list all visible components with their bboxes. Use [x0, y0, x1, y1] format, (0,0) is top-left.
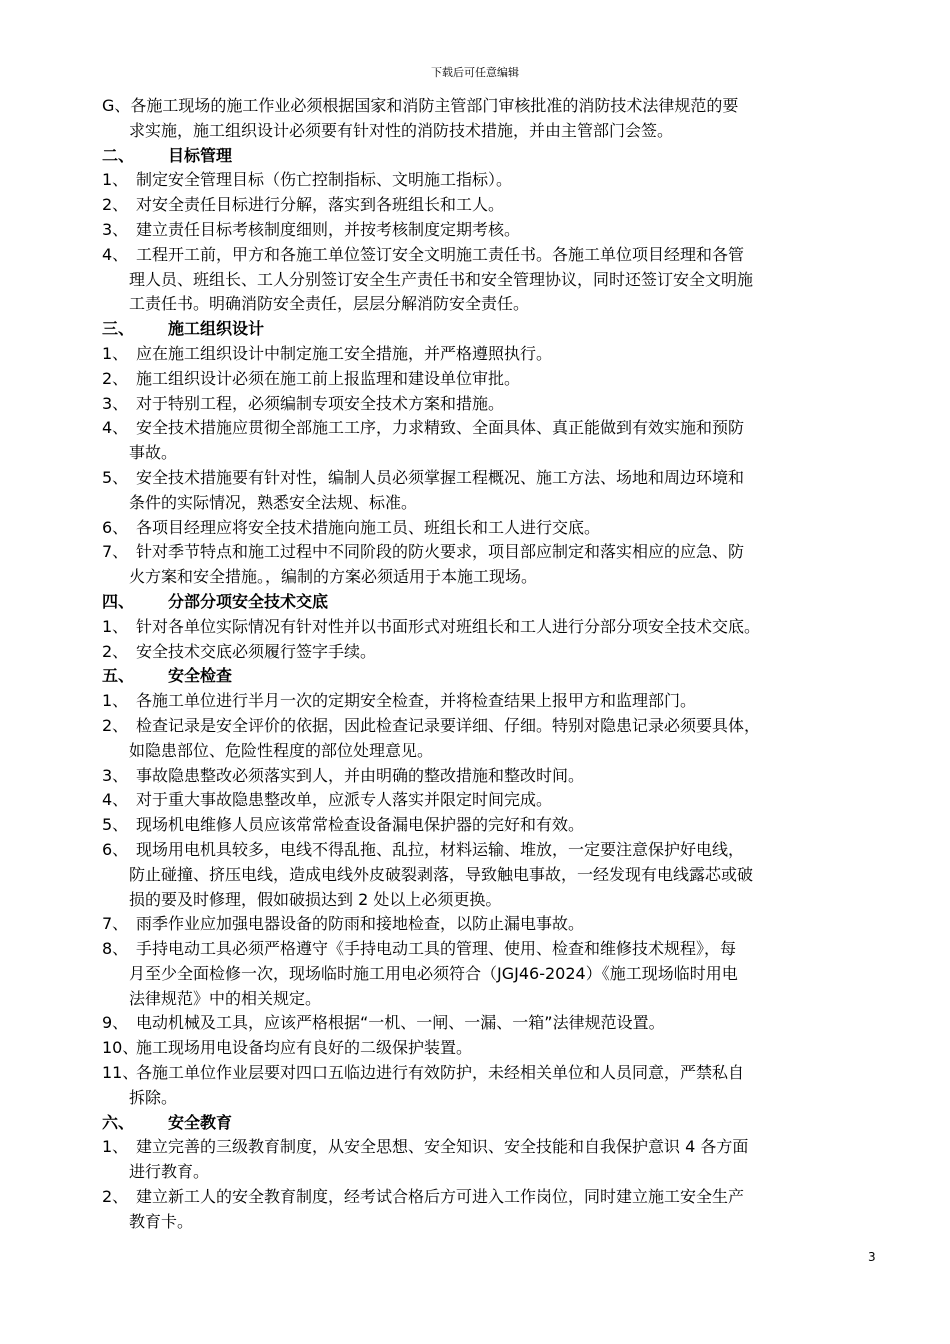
- list-item-text: 拆除。: [129, 1087, 178, 1107]
- list-item-text: 各施工单位作业层要对四口五临边进行有效防护，未经相关单位和人员同意，严禁私自: [136, 1063, 745, 1083]
- section-heading: [102, 144, 886, 169]
- list-item-number: 2、: [102, 641, 129, 661]
- list-item-line: [102, 268, 886, 293]
- section-number: 三、: [102, 319, 135, 339]
- list-item-number: 2、: [102, 195, 129, 215]
- list-item-line: [102, 937, 886, 962]
- list-item-line: [102, 168, 886, 193]
- list-item-number: 2、: [102, 368, 129, 388]
- list-item-line: [102, 714, 886, 739]
- list-item-number: 7、: [102, 914, 129, 934]
- list-item-text: 法律规范》中的相关规定。: [129, 988, 322, 1008]
- section-number: 四、: [102, 591, 135, 611]
- list-item-text: 施工组织设计必须在施工前上报监理和建设单位审批。: [136, 368, 521, 388]
- list-item-number: 8、: [102, 939, 129, 959]
- list-item-text: 施工现场用电设备均应有良好的二级保护装置。: [136, 1038, 473, 1058]
- list-item-text: 针对季节特点和施工过程中不同阶段的防火要求，项目部应制定和落实相应的应急、防: [136, 542, 745, 562]
- list-item-number: 2、: [102, 1187, 129, 1207]
- list-item-text: 安全技术措施应贯彻全部施工工序，力求精致、全面具体、真正能做到有效实施和预防: [136, 418, 745, 438]
- list-item-text: 教育卡。: [129, 1211, 194, 1231]
- list-item-text: 雨季作业应加强电器设备的防雨和接地检查，以防止漏电事故。: [136, 914, 585, 934]
- section-number: 五、: [102, 666, 135, 686]
- list-item-text: 电动机械及工具，应该严格根据“一机、一闸、一漏、一箱”法律规范设置。: [136, 1013, 665, 1033]
- list-item-text: 损的要及时修理，假如破损达到 2 处以上必须更换。: [129, 889, 502, 909]
- list-item-line: [102, 1210, 886, 1235]
- list-item-number: 1、: [102, 170, 129, 190]
- list-item-line: [102, 1086, 886, 1111]
- list-item-line: [102, 392, 886, 417]
- list-item-number: 6、: [102, 839, 129, 859]
- list-item-line: [102, 1011, 886, 1036]
- list-item-line: [102, 540, 886, 565]
- list-item-number: 2、: [102, 715, 129, 735]
- list-item-line: [102, 292, 886, 317]
- list-item-number: 7、: [102, 542, 129, 562]
- list-item-text: 建立责任目标考核制度细则，并按考核制度定期考核。: [136, 219, 521, 239]
- list-item-number: 1、: [102, 1137, 129, 1157]
- list-item-text: 手持电动工具必须严格遵守《手持电动工具的管理、使用、检查和维修技术规程》，每: [136, 939, 737, 959]
- section-title: 安全教育: [168, 1112, 233, 1132]
- list-item-line: [102, 466, 886, 491]
- list-item-text: 条件的实际情况，熟悉安全法规、标准。: [129, 492, 418, 512]
- list-item-text: 如隐患部位、危险性程度的部位处理意见。: [129, 740, 434, 760]
- list-item-text: 针对各单位实际情况有针对性并以书面形式对班组长和工人进行分部分项安全技术交底。: [136, 616, 761, 636]
- list-item-line: [102, 1135, 886, 1160]
- list-item-text: 防止碰撞、挤压电线，造成电线外皮破裂剥落，导致触电事故，一经发现有电线露芯或破: [129, 864, 754, 884]
- intro-line: G、各施工现场的施工作业必须根据国家和消防主管部门审核批准的消防技术法律规范的要: [102, 96, 739, 115]
- list-item-number: 9、: [102, 1013, 129, 1033]
- list-item-text: 建立新工人的安全教育制度，经考试合格后方可进入工作岗位，同时建立施工安全生产: [136, 1187, 745, 1207]
- list-item-text: 建立完善的三级教育制度，从安全思想、安全知识、安全技能和自我保护意识 4 各方面: [136, 1137, 749, 1157]
- list-item-text: 工程开工前，甲方和各施工单位签订安全文明施工责任书。各施工单位项目经理和各管: [136, 244, 745, 264]
- list-item-line: [102, 739, 886, 764]
- section-number: 二、: [102, 145, 135, 165]
- list-item-number: 1、: [102, 343, 129, 363]
- list-item-text: 火方案和安全措施。，编制的方案必须适用于本施工现场。: [129, 567, 538, 587]
- section-number: 六、: [102, 1112, 135, 1132]
- list-item-line: [102, 1036, 886, 1061]
- list-item-line: [102, 218, 886, 243]
- section-heading: [102, 590, 886, 615]
- list-item-line: [102, 689, 886, 714]
- list-item-line: [102, 342, 886, 367]
- list-item-line: [102, 1185, 886, 1210]
- list-item-line: [102, 193, 886, 218]
- list-item-number: 10、: [102, 1038, 139, 1058]
- list-item-number: 5、: [102, 467, 129, 487]
- list-item-number: 1、: [102, 616, 129, 636]
- list-item-line: [102, 640, 886, 665]
- list-item-line: [102, 888, 886, 913]
- list-item-text: 事故隐患整改必须落实到人，并由明确的整改措施和整改时间。: [136, 765, 585, 785]
- list-item-number: 3、: [102, 393, 129, 413]
- list-item-number: 5、: [102, 815, 129, 835]
- list-item-text: 各项目经理应将安全技术措施向施工员、班组长和工人进行交底。: [136, 517, 601, 537]
- list-item-text: 对安全责任目标进行分解，落实到各班组长和工人。: [136, 195, 505, 215]
- list-item-number: 6、: [102, 517, 129, 537]
- list-item-line: [102, 516, 886, 541]
- list-item-line: [102, 962, 886, 987]
- list-item-text: 工责任书。明确消防安全责任，层层分解消防安全责任。: [129, 294, 530, 314]
- list-item-line: [102, 863, 886, 888]
- list-item-line: [102, 615, 886, 640]
- list-item-number: 3、: [102, 765, 129, 785]
- list-item-text: 对于特别工程，必须编制专项安全技术方案和措施。: [136, 393, 505, 413]
- section-heading: [102, 1111, 886, 1136]
- list-item-line: [102, 491, 886, 516]
- list-item-line: [102, 243, 886, 268]
- list-item-line: [102, 1160, 886, 1185]
- section-title: 安全检查: [168, 666, 233, 686]
- list-item-text: 安全技术措施要有针对性，编制人员必须掌握工程概况、施工方法、场地和周边环境和: [136, 467, 745, 487]
- list-item-number: 1、: [102, 691, 129, 711]
- list-item-text: 制定安全管理目标（伤亡控制指标、文明施工指标）。: [136, 170, 513, 190]
- list-item-line: [102, 367, 886, 392]
- list-item-text: 月至少全面检修一次，现场临时施工用电必须符合（JGJ46-2024）《施工现场临时用电: [129, 963, 738, 983]
- document-body: [102, 94, 886, 1235]
- section-title: 施工组织设计: [168, 319, 265, 339]
- list-item-line: [102, 764, 886, 789]
- list-item-line: [102, 441, 886, 466]
- list-item-text: 现场用电机具较多，电线不得乱拖、乱拉，材料运输、堆放，一定要注意保护好电线，: [136, 839, 745, 859]
- list-item-line: [102, 565, 886, 590]
- section-title: 目标管理: [168, 145, 233, 165]
- intro-line: 求实施，施工组织设计必须要有针对性的消防技术措施，并由主管部门会签。: [129, 120, 674, 140]
- list-item-text: 对于重大事故隐患整改单，应派专人落实并限定时间完成。: [136, 790, 553, 810]
- list-item-line: [102, 813, 886, 838]
- list-item-line: [102, 987, 886, 1012]
- list-item-number: 4、: [102, 244, 129, 264]
- page-header: 下载后可任意编辑: [431, 66, 519, 79]
- list-item-text: 理人员、班组长、工人分别签订安全生产责任书和安全管理协议，同时还签订安全文明施: [129, 269, 754, 289]
- page-number: 3: [868, 1250, 876, 1264]
- section-heading: [102, 317, 886, 342]
- section-heading: [102, 664, 886, 689]
- list-item-text: 应在施工组织设计中制定施工安全措施，并严格遵照执行。: [136, 343, 553, 363]
- list-item-text: 检查记录是安全评价的依据，因此检查记录要详细、仔细。特别对隐患记录必须要具体，: [136, 715, 761, 735]
- list-item-number: 3、: [102, 219, 129, 239]
- list-item-line: [102, 912, 886, 937]
- list-item-line: [102, 416, 886, 441]
- list-item-number: 4、: [102, 790, 129, 810]
- list-item-text: 进行教育。: [129, 1162, 210, 1182]
- list-item-number: 11、: [102, 1063, 139, 1083]
- list-item-text: 现场机电维修人员应该常常检查设备漏电保护器的完好和有效。: [136, 815, 585, 835]
- section-title: 分部分项安全技术交底: [168, 591, 329, 611]
- list-item-line: [102, 838, 886, 863]
- list-item-number: 4、: [102, 418, 129, 438]
- list-item-line: [102, 1061, 886, 1086]
- list-item-text: 各施工单位进行半月一次的定期安全检查，并将检查结果上报甲方和监理部门。: [136, 691, 697, 711]
- list-item-text: 安全技术交底必须履行签字手续。: [136, 641, 377, 661]
- list-item-line: [102, 788, 886, 813]
- list-item-text: 事故。: [129, 443, 178, 463]
